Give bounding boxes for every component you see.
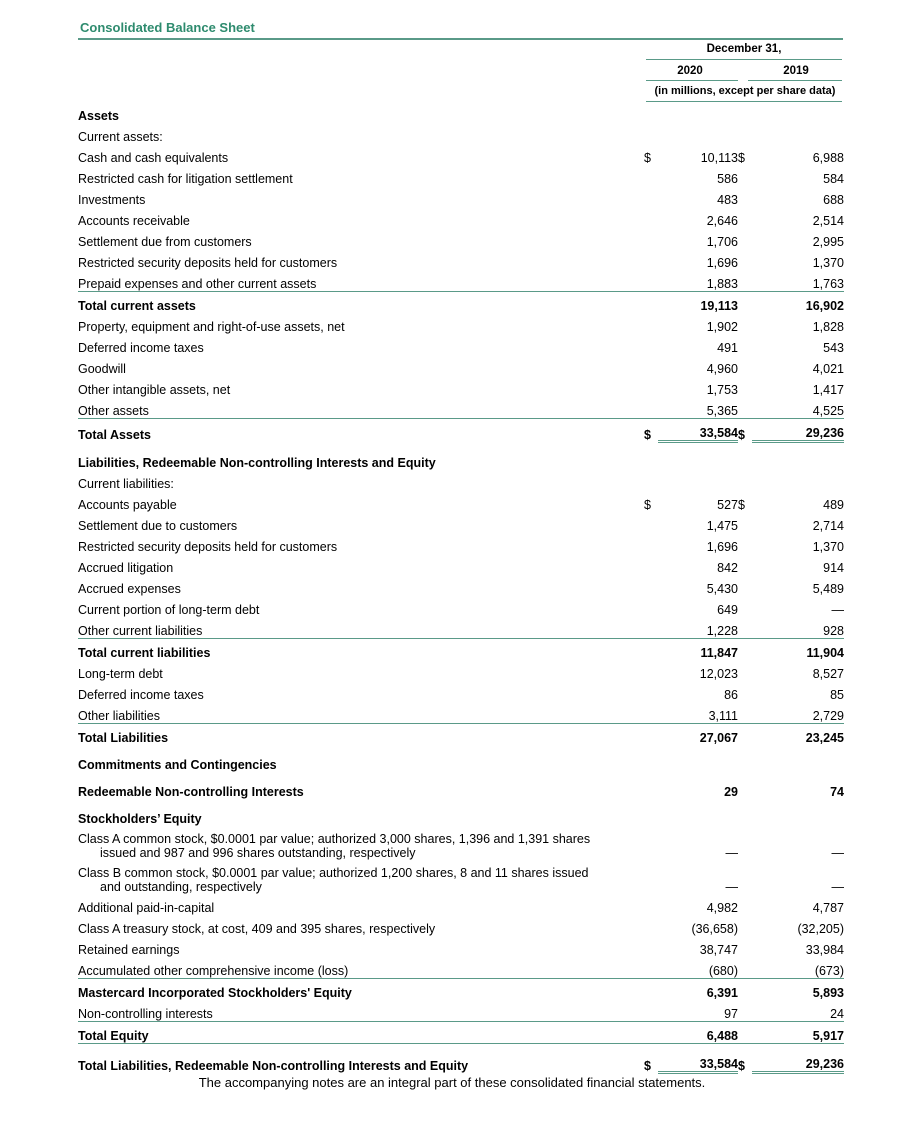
value-2019: 2,714 bbox=[812, 519, 844, 533]
section-heading: Commitments and Contingencies bbox=[78, 758, 277, 772]
table-row bbox=[78, 1022, 844, 1044]
row-label: Current portion of long-term debt bbox=[78, 603, 260, 617]
value-2019: 489 bbox=[823, 498, 844, 512]
value-2019: — bbox=[831, 846, 844, 860]
value-2020: (36,658) bbox=[691, 922, 738, 936]
value-2020: 11,847 bbox=[658, 639, 738, 661]
subsection-label: Current assets: bbox=[78, 130, 163, 144]
table-row bbox=[78, 376, 844, 397]
table-row bbox=[78, 617, 844, 639]
row-label: Total Liabilities, Redeemable Non-controlling Interests and Equity bbox=[78, 1044, 644, 1073]
table-row bbox=[78, 724, 844, 746]
value-2020: — bbox=[725, 846, 738, 860]
row-label: Other liabilities bbox=[78, 709, 160, 723]
table-row bbox=[78, 915, 844, 936]
row-label: Accrued expenses bbox=[78, 582, 181, 596]
table-row bbox=[78, 575, 844, 596]
table-row bbox=[78, 660, 844, 681]
table-row bbox=[78, 681, 844, 702]
value-2020: 33,584 bbox=[658, 1044, 738, 1073]
value-2019: 74 bbox=[830, 785, 844, 799]
table-row bbox=[78, 270, 844, 292]
row-label bbox=[78, 860, 644, 894]
date-header: December 31, bbox=[706, 43, 782, 55]
value-2019: 1,370 bbox=[812, 256, 844, 270]
row-label: Deferred income taxes bbox=[78, 341, 204, 355]
row-label-line: Class B common stock, $0.0001 par value; authorized 1,200 shares, 8 and 11 shares issued bbox=[78, 866, 589, 880]
value-2020: 86 bbox=[724, 688, 738, 702]
header-divider bbox=[646, 59, 842, 60]
row-label: Accumulated other comprehensive income (loss) bbox=[78, 964, 349, 978]
table-row bbox=[78, 702, 844, 724]
value-2019: 6,988 bbox=[812, 151, 844, 165]
title-divider bbox=[78, 38, 843, 40]
row-label: Total Equity bbox=[78, 1022, 644, 1044]
currency-symbol: $ bbox=[644, 1044, 658, 1073]
row-label: Restricted security deposits held for customers bbox=[78, 540, 338, 554]
value-2020: 27,067 bbox=[658, 724, 738, 746]
value-2020: 5,430 bbox=[706, 582, 738, 596]
value-2019: 914 bbox=[823, 561, 844, 575]
currency-symbol: $ bbox=[738, 1044, 752, 1073]
value-2019: 23,245 bbox=[752, 724, 844, 746]
value-2020: 1,696 bbox=[706, 256, 738, 270]
value-2019: 2,514 bbox=[812, 214, 844, 228]
value-2019: (32,205) bbox=[797, 922, 844, 936]
table-row bbox=[78, 228, 844, 249]
value-2020: 97 bbox=[724, 1007, 738, 1021]
value-2020: 19,113 bbox=[658, 292, 738, 314]
value-2020: 38,747 bbox=[699, 943, 738, 957]
value-2019: 543 bbox=[823, 341, 844, 355]
table-row bbox=[78, 355, 844, 376]
balance-sheet-table bbox=[78, 102, 844, 1074]
value-2019: 4,525 bbox=[812, 404, 844, 418]
value-2019: 16,902 bbox=[752, 292, 844, 314]
table-row bbox=[78, 470, 844, 491]
value-2020: 29 bbox=[724, 785, 738, 799]
section-heading: Liabilities, Redeemable Non-controlling Interests and Equity bbox=[78, 456, 436, 470]
row-label: Class A treasury stock, at cost, 409 and 395 shares, respectively bbox=[78, 922, 436, 936]
table-row bbox=[78, 144, 844, 165]
value-2020: 6,391 bbox=[658, 979, 738, 1001]
value-2020: 1,706 bbox=[706, 235, 738, 249]
row-label: Investments bbox=[78, 193, 146, 207]
table-row bbox=[78, 554, 844, 575]
table-row bbox=[78, 826, 844, 860]
row-label: Other intangible assets, net bbox=[78, 383, 231, 397]
table-row bbox=[78, 207, 844, 228]
value-2020: 3,111 bbox=[708, 709, 738, 723]
table-row bbox=[78, 313, 844, 334]
section-heading: Stockholders’ Equity bbox=[78, 812, 202, 826]
value-2019: 1,763 bbox=[812, 277, 844, 291]
row-label-line: and outstanding, respectively bbox=[100, 880, 262, 894]
table-row bbox=[78, 1000, 844, 1022]
value-2019: 5,893 bbox=[752, 979, 844, 1001]
value-2020: 491 bbox=[717, 341, 738, 355]
value-2019: 4,787 bbox=[812, 901, 844, 915]
value-2019: 24 bbox=[830, 1007, 844, 1021]
row-label: Restricted security deposits held for customers bbox=[78, 256, 338, 270]
row-label: Restricted cash for litigation settlement bbox=[78, 172, 293, 186]
table-row bbox=[78, 512, 844, 533]
value-2019: 928 bbox=[823, 624, 844, 638]
value-2019: 4,021 bbox=[812, 362, 844, 376]
currency-symbol: $ bbox=[644, 151, 651, 165]
row-label: Additional paid-in-capital bbox=[78, 901, 215, 915]
value-2019: 688 bbox=[823, 193, 844, 207]
row-label: Accounts receivable bbox=[78, 214, 190, 228]
value-2019: 8,527 bbox=[812, 667, 844, 681]
table-row bbox=[78, 442, 844, 471]
currency-symbol: $ bbox=[644, 498, 651, 512]
value-2020: 5,365 bbox=[706, 404, 738, 418]
currency-symbol: $ bbox=[738, 498, 745, 512]
value-2020: — bbox=[725, 880, 738, 894]
table-row bbox=[78, 957, 844, 979]
row-label: Cash and cash equivalents bbox=[78, 151, 229, 165]
table-row bbox=[78, 979, 844, 1001]
table-row bbox=[78, 249, 844, 270]
subsection-label: Current liabilities: bbox=[78, 477, 174, 491]
currency-symbol: $ bbox=[738, 419, 752, 442]
footnote: The accompanying notes are an integral part of these consolidated financial statements. bbox=[198, 1075, 706, 1090]
value-2020: 10,113 bbox=[700, 151, 738, 165]
value-2020: 483 bbox=[717, 193, 738, 207]
value-2020: 649 bbox=[717, 603, 738, 617]
value-2020: 6,488 bbox=[658, 1022, 738, 1044]
currency-symbol: $ bbox=[644, 419, 658, 442]
value-2020: (680) bbox=[708, 964, 738, 978]
row-label: Redeemable Non-controlling Interests bbox=[78, 785, 304, 799]
value-2020: 2,646 bbox=[706, 214, 738, 228]
year-divider-2019 bbox=[748, 80, 842, 81]
year-2020-header: 2020 bbox=[677, 65, 703, 77]
value-2020: 12,023 bbox=[699, 667, 738, 681]
row-label: Total current liabilities bbox=[78, 639, 644, 661]
value-2019: 5,917 bbox=[752, 1022, 844, 1044]
value-2019: 85 bbox=[830, 688, 844, 702]
value-2019: 29,236 bbox=[752, 1044, 844, 1073]
row-label bbox=[78, 826, 644, 860]
table-row bbox=[78, 491, 844, 512]
row-label: Mastercard Incorporated Stockholders' Equity bbox=[78, 979, 644, 1001]
value-2020: 1,753 bbox=[706, 383, 738, 397]
value-2020: 1,696 bbox=[706, 540, 738, 554]
table-row bbox=[78, 123, 844, 144]
table-row bbox=[78, 533, 844, 554]
page-title: Consolidated Balance Sheet bbox=[80, 20, 255, 35]
row-label: Non-controlling interests bbox=[78, 1007, 213, 1021]
value-2020: 1,228 bbox=[706, 624, 738, 638]
value-2020: 586 bbox=[717, 172, 738, 186]
currency-symbol: $ bbox=[738, 151, 745, 165]
value-2019: 1,828 bbox=[812, 320, 844, 334]
table-row bbox=[78, 397, 844, 419]
row-label: Total Assets bbox=[78, 419, 644, 442]
row-label: Deferred income taxes bbox=[78, 688, 204, 702]
value-2019: 11,904 bbox=[752, 639, 844, 661]
value-2019: 1,370 bbox=[812, 540, 844, 554]
value-2019: 29,236 bbox=[752, 419, 844, 442]
table-row bbox=[78, 334, 844, 355]
table-row bbox=[78, 894, 844, 915]
value-2020: 4,982 bbox=[706, 901, 738, 915]
table-row bbox=[78, 292, 844, 314]
value-2019: (673) bbox=[814, 964, 844, 978]
value-2019: — bbox=[831, 603, 844, 617]
value-2020: 1,902 bbox=[706, 320, 738, 334]
row-label: Long-term debt bbox=[78, 667, 163, 681]
table-row bbox=[78, 102, 844, 123]
table-row bbox=[78, 772, 844, 799]
row-label-line: issued and 987 and 996 shares outstanding, respectively bbox=[100, 846, 416, 860]
value-2019: 33,984 bbox=[805, 943, 844, 957]
section-heading: Assets bbox=[78, 109, 119, 123]
row-label: Goodwill bbox=[78, 362, 126, 376]
value-2019: 2,995 bbox=[812, 235, 844, 249]
table-row bbox=[78, 186, 844, 207]
row-label: Property, equipment and right-of-use assets, net bbox=[78, 320, 345, 334]
row-label: Accrued litigation bbox=[78, 561, 174, 575]
value-2020: 1,475 bbox=[706, 519, 738, 533]
value-2019: 5,489 bbox=[812, 582, 844, 596]
table-row bbox=[78, 745, 844, 772]
row-label: Other assets bbox=[78, 404, 149, 418]
table-row bbox=[78, 639, 844, 661]
year-divider-2020 bbox=[646, 80, 738, 81]
units-header: (in millions, except per share data) bbox=[654, 85, 836, 97]
table-row bbox=[78, 860, 844, 894]
value-2019: — bbox=[831, 880, 844, 894]
row-label: Settlement due from customers bbox=[78, 235, 252, 249]
value-2020: 1,883 bbox=[706, 277, 738, 291]
row-label: Total current assets bbox=[78, 292, 644, 314]
table-row bbox=[78, 1044, 844, 1073]
table-row bbox=[78, 596, 844, 617]
row-label: Other current liabilities bbox=[78, 624, 203, 638]
value-2019: 584 bbox=[823, 172, 844, 186]
value-2020: 4,960 bbox=[706, 362, 738, 376]
table-row bbox=[78, 799, 844, 826]
row-label: Total Liabilities bbox=[78, 724, 644, 746]
row-label: Retained earnings bbox=[78, 943, 180, 957]
year-2019-header: 2019 bbox=[783, 65, 809, 77]
row-label: Accounts payable bbox=[78, 498, 177, 512]
value-2020: 842 bbox=[717, 561, 738, 575]
table-row bbox=[78, 165, 844, 186]
table-row bbox=[78, 419, 844, 442]
value-2020: 527 bbox=[717, 498, 738, 512]
row-label: Prepaid expenses and other current assets bbox=[78, 277, 317, 291]
value-2020: 33,584 bbox=[658, 419, 738, 442]
row-label: Settlement due to customers bbox=[78, 519, 238, 533]
value-2019: 2,729 bbox=[812, 709, 844, 723]
value-2019: 1,417 bbox=[812, 383, 844, 397]
row-label-line: Class A common stock, $0.0001 par value; authorized 3,000 shares, 1,396 and 1,391 shares bbox=[78, 832, 591, 846]
table-row bbox=[78, 936, 844, 957]
